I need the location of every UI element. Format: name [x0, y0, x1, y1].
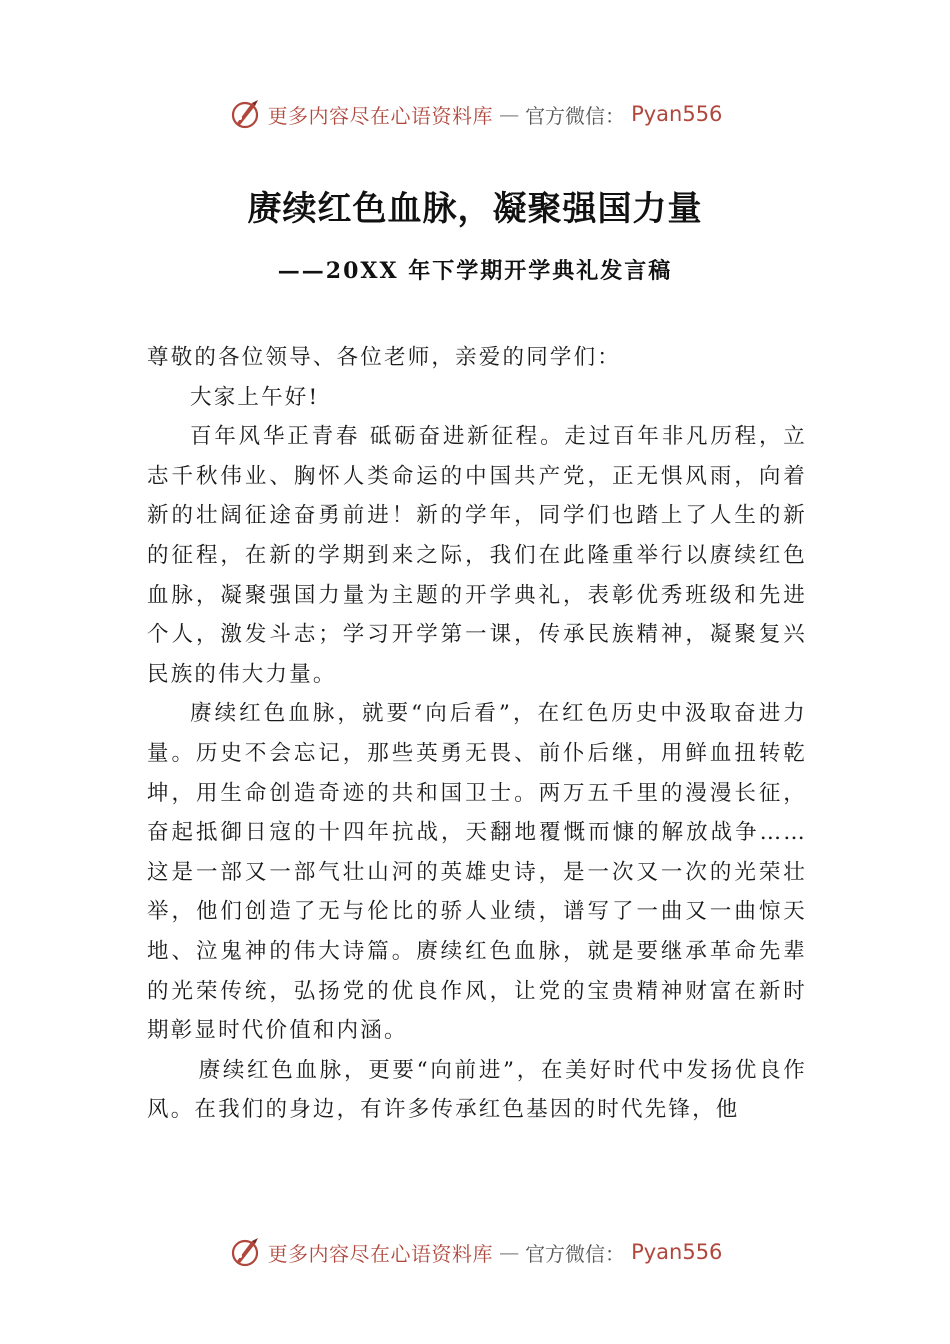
- banner-separator: —: [499, 102, 520, 126]
- document-title: 赓续红色血脉，凝聚强国力量: [247, 189, 703, 229]
- document-subtitle: ——20XX 年下学期开学典礼发言稿: [277, 258, 673, 284]
- body-paragraph: 赓续红色血脉，更要“向前进”，在美好时代中发扬优良作风。在我们的身边，有许多传承红色基因的时代先锋，他: [147, 1057, 807, 1123]
- banner-separator: —: [499, 1240, 520, 1264]
- quill-pen-logo-icon: [228, 1235, 262, 1269]
- banner-wechat-id: Pyan556: [631, 1240, 723, 1264]
- banner-site-name: 更多内容尽在心语资料库: [267, 1241, 494, 1266]
- header-watermark-banner: [0, 94, 950, 134]
- salutation-paragraph: 尊敬的各位领导、各位老师，亲爱的同学们：: [147, 345, 622, 370]
- quill-pen-logo-icon: [228, 97, 262, 131]
- banner-site-name: 更多内容尽在心语资料库: [267, 103, 494, 128]
- greeting-paragraph: 大家上午好!: [190, 384, 320, 410]
- document-body: [147, 338, 807, 1130]
- banner-wechat-label: 官方微信：: [525, 1241, 626, 1266]
- footer-watermark-banner: [0, 1232, 950, 1272]
- body-paragraph: 百年风华正青春 砥砺奋进新征程。走过百年非凡历程，立志千秋伟业、胸怀人类命运的中国共产党，正无惧风雨，向着新的壮阔征途奋勇前进！新的学年，同学们也踏上了人生的新的征程，在新的学期到来之际，我们在此隆重举行以赓续红色血脉，凝聚强国力量为主题的开学典礼，表彰优秀班级和先进个人，激发斗志；学习开学第一课，传承民族精神，凝聚复兴民族的伟大力量。: [147, 424, 807, 687]
- banner-wechat-label: 官方微信：: [525, 103, 626, 128]
- banner-wechat-id: Pyan556: [631, 102, 723, 126]
- body-paragraph: 赓续红色血脉，就要“向后看”，在红色历史中汲取奋进力量。历史不会忘记，那些英勇无畏、前仆后继，用鲜血扭转乾坤，用生命创造奇迹的共和国卫士。两万五千里的漫漫长征，奋起抵御日寇的十四年抗战，天翻地覆慨而慷的解放战争……这是一部又一部气壮山河的英雄史诗，是一次又一次的光荣壮举，他们创造了无与伦比的骄人业绩，谱写了一曲又一曲惊天地、泣鬼神的伟大诗篇。赓续红色血脉，就是要继承革命先辈的光荣传统，弘扬党的优良作风，让党的宝贵精神财富在新时期彰显时代价值和内涵。: [147, 701, 807, 1044]
